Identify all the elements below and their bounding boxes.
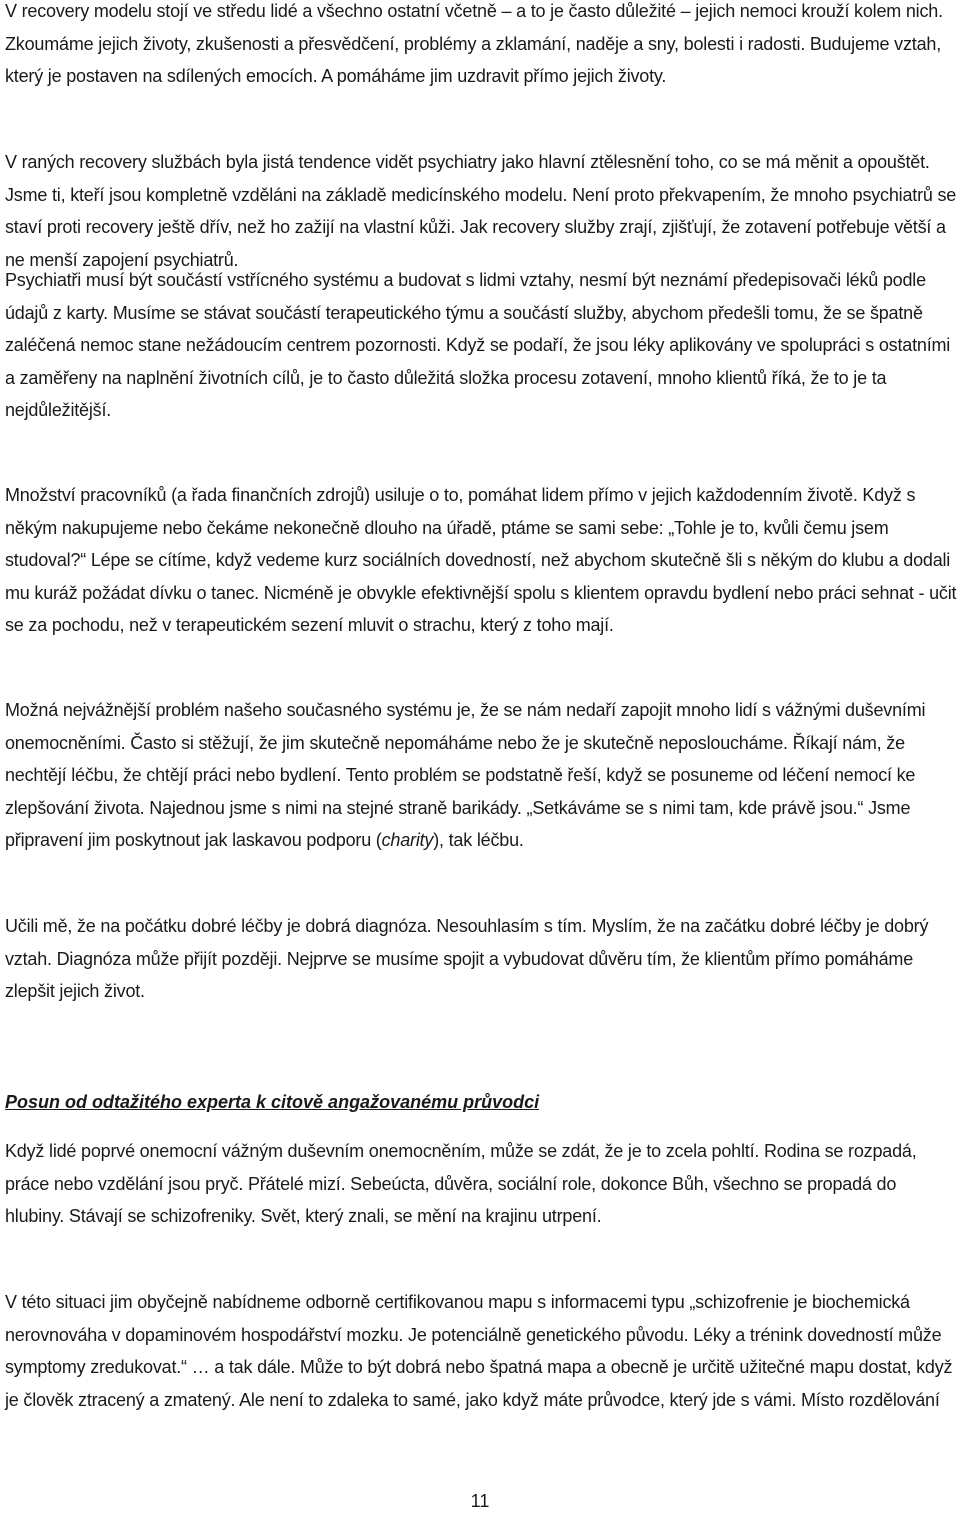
paragraph-diagnosis: Učili mě, že na počátku dobré léčby je dobrá diagnóza. Nesouhlasím s tím. Myslím, že na začátku dobré léčby je dobrý vztah. Diagnóza může přijít později. Nejprve se musíme spojit a vybudovat důvěru tím, že klientům přímo pomáháme zlepšit jejich život.: [5, 916, 929, 1002]
paragraph-first-illness: Když lidé poprvé onemocní vážným duševním onemocněním, může se zdát, že je to zcela pohltí. Rodina se rozpadá, práce nebo vzdělání jsou pryč. Přátelé mizí. Sebeúcta, důvěra, sociální role, dokonce Bůh, všechno se propadá do hlubiny. Stávají se schizofreniky. Svět, který znali, se mění na krajinu utrpení.: [5, 1141, 917, 1227]
paragraph-daily-life: Množství pracovníků (a řada finančních zdrojů) usiluje o to, pomáhat lidem přímo v jejich každodenním životě. Když s někým nakupujeme nebo čekáme nekonečně dlouho na úřadě, ptáme se sami sebe: „Tohle je to, kvůli čemu jsem studoval?“ Lépe se cítíme, když vedeme kurz sociálních dovedností, než abychom skutečně šli s někým do klubu a dodali mu kuráž požádat dívku o tanec. Nicméně je obvykle efektivnější spolu s klientem opravdu bydlení nebo práci sehnat - učit se za pochodu, než v terapeutickém sezení mluvit o strachu, který z toho mají.: [5, 485, 957, 636]
section-heading: Posun od odtažitého experta k citově angažovanému průvodci: [5, 1092, 540, 1112]
paragraph-map: V této situaci jim obyčejně nabídneme odborně certifikovanou mapu s informacemi typu „schizofrenie je biochemická nerovnováha v dopaminovém hospodářství mozku. Je potenciálně genetického původu. Léky a trénink dovedností může symptomy zredukovat.“ … a tak dále. Může to být dobrá nebo špatná mapa a obecně je určitě užitečné mapu dostat, když je člověk ztracený a zmatený. Ale není to zdaleka to samé, jako když máte průvodce, který jde s vámi. Místo rozdělování: [5, 1292, 953, 1410]
paragraph-psychiatrists: Psychiatři musí být součástí vstřícného systému a budovat s lidmi vztahy, nesmí být neznámí předepisovači léků podle údajů z karty. Musíme se stávat součástí terapeutického týmu a součástí služby, abychom předešli tomu, že se špatně zaléčená nemoc stane nežádoucím centrem pozornosti. Když se podaří, že jsou léky aplikovány ve spolupráci s ostatními a zaměřeny na naplnění životních cílů, je to často důležitá složka procesu zotavení, mnoho klientů říká, že to je ta nejdůležitější.: [5, 270, 951, 421]
paragraph-engagement: Možná nejvážnější problém našeho současného systému je, že se nám nedaří zapojit mnoho lidí s vážnými duševními onemocněními. Často si stěžují, že jim skutečně nepomáháme nebo že je skutečně neposloucháme. Říkají nám, že nechtějí léčbu, že chtějí práci nebo bydlení. Tento problém se podstatně řeší, když se posuneme od léčení nemocí ke zlepšování života. Najednou jsme s nimi na stejné straně barikády. „Setkáváme se s nimi tam, kde právě jsou.“ Jsme připravení jim poskytnout jak laskavou podporu (charity), tak léčbu.: [5, 700, 926, 851]
page-number: 11: [470, 1491, 490, 1511]
paragraph-early-services: V raných recovery službách byla jistá tendence vidět psychiatry jako hlavní ztělesnění toho, co se má měnit a opouštět. Jsme ti, kteří jsou kompletně vzděláni na základě medicínského modelu. Není proto překvapením, že mnoho psychiatrů se staví proti recovery ještě dřív, než ho zažijí na vlastní kůži. Jak recovery služby zrají, zjišťují, že zotavení potřebuje větší a ne menší zapojení psychiatrů.: [5, 152, 957, 270]
paragraph-recovery-model: V recovery modelu stojí ve středu lidé a všechno ostatní včetně – a to je často důležité – jejich nemoci krouží kolem nich. Zkoumáme jejich životy, zkušenosti a přesvědčení, problémy a zklamání, naděje a sny, bolesti i radosti. Budujeme vztah, který je postaven na sdílených emocích. A pomáháme jim uzdravit přímo jejich životy.: [5, 1, 943, 87]
emphasis-charity: charity: [381, 830, 434, 851]
